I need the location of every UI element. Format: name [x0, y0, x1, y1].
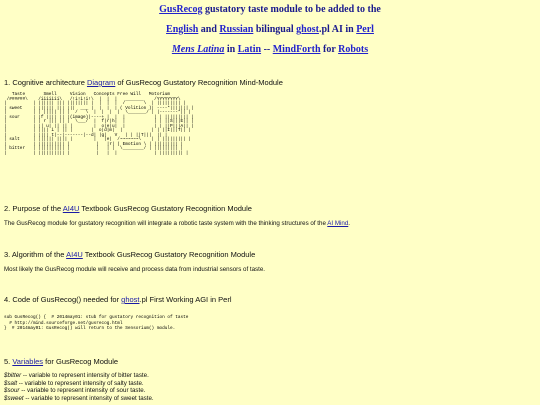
variable-name: $sour — [4, 387, 20, 395]
bilingual-text: bilingual — [253, 24, 297, 35]
variables-link[interactable]: Variables — [12, 357, 44, 366]
section-5-prefix: 5. — [4, 357, 13, 366]
section-2-prefix: 2. Purpose of the — [4, 204, 63, 213]
ai4u-link-1[interactable]: AI4U — [62, 204, 80, 213]
variable-name: $bitter — [4, 372, 22, 379]
robots-link[interactable]: Robots — [338, 44, 369, 55]
list-item — [4, 395, 154, 403]
section-1-prefix: 1. Cognitive architecture — [4, 78, 87, 87]
header-line-2 — [0, 24, 540, 35]
variable-name: $salt — [4, 379, 18, 387]
in-text: in — [224, 44, 238, 55]
header-line-1 — [0, 4, 540, 15]
section-1-suffix: of GusRecog Gustatory Recognition Mind-Module — [115, 78, 283, 87]
section-5-suffix: for GusRecog Module — [43, 357, 119, 366]
section-4-heading — [4, 295, 232, 304]
algorithm-paragraph: Most likely the GusRecog module will receive and process data from industrial sensors of taste. — [4, 266, 266, 273]
variable-desc: -- variable to represent intensity of sweet taste. — [23, 394, 154, 402]
and-text: and — [198, 24, 220, 35]
section-3-prefix: 3. Algorithm of the — [4, 250, 67, 259]
section-4-prefix: 4. Code of GusRecog() needed for — [4, 295, 122, 304]
section-4-suffix: .pl First Working AGI in Perl — [139, 295, 232, 304]
list-item — [4, 372, 154, 380]
section-2-suffix: Textbook GusRecog Gustatory Recognition Module — [79, 204, 252, 213]
code-block: sub GusRecog() { # 2014may01: stub for gustatory recognition of taste # http://mind.sourceforge.net/gusrecog.html } # 2014may01: GusRecog() will return to the Sensorium() module. — [4, 315, 189, 332]
purpose-text: The GusRecog module for gustatory recognition will integrate a robotic taste system with the thinking structures of the — [4, 220, 328, 227]
purpose-end: . — [348, 220, 351, 227]
dash-text: -- — [261, 44, 273, 55]
ai4u-link-2[interactable]: AI4U — [66, 250, 83, 259]
variables-list — [4, 372, 154, 402]
section-3-suffix: Textbook GusRecog Gustatory Recognition Module — [82, 250, 256, 259]
ghost-link-2[interactable]: ghost — [121, 295, 140, 304]
mens-latina-link[interactable] — [172, 44, 225, 55]
variable-desc: -- variable to represent intensity of sour taste. — [19, 387, 146, 395]
variable-desc: -- variable to represent intensity of bitter taste. — [21, 372, 149, 379]
variable-desc: -- variable to represent intensity of salty taste. — [17, 379, 144, 387]
list-item — [4, 387, 154, 395]
mens-latina-label: Mens Latina — [171, 44, 225, 55]
russian-link[interactable]: Russian — [219, 24, 254, 35]
section-2-heading — [4, 204, 252, 213]
ai-mind-link[interactable]: AI Mind — [327, 220, 349, 227]
mindforth-link[interactable]: MindForth — [272, 44, 321, 55]
header-line-1-text: gustatory taste module to be added to the — [202, 4, 381, 15]
ai-in-text: .pl AI in — [318, 24, 357, 35]
purpose-paragraph — [4, 220, 534, 227]
header-line-3 — [0, 44, 540, 55]
english-link[interactable]: English — [166, 24, 199, 35]
latin-link[interactable]: Latin — [237, 44, 262, 55]
ghost-link[interactable]: ghost — [296, 24, 319, 35]
for-text: for — [320, 44, 339, 55]
section-1-heading — [4, 78, 283, 87]
architecture-diagram: Taste Smell Vision Concepts Free Will Motorium /######\ /iiiiiii\ /!i!i!i!\ | | | _______ /YYYYYYYY\ | | |||||| ||| |||||||| | | | | / \ | ||||||||| | | sweet | |||||| ||| ||| ___ | | | | ( Volition )| ----*||||||| | | | | ||||| || | / \ | | | | \_______/ | |-------*|| | | sour | |f |||| || |(image)|----+ | | | | | ||||||||| | | | | r ||| || | \___/ | f|r|h| | | | ||S|||E|| | | | || u| || || | | o|e|u| | | | ||P|||A|| | | | |||| i | || | | o|d|m| | | | ||I|||T|| | | | |||| t|--|-------|--d| |g| V | | ||T||| || | | salt | |||||| |||| | | |e| /~~~~~~~\ | | ||||||||| | | | |||||||||| | | |r| ( Emotion \ | ||||||||| | | bitter | |||||||||| | | | | \________/ | ||||||||| | | | |||||||||| | | | | | ||||||||| | — [4, 92, 194, 156]
variable-name: $sweet — [4, 394, 24, 402]
diagram-link[interactable]: Diagram — [86, 78, 116, 87]
list-item — [4, 380, 154, 388]
gusrecog-link[interactable]: GusRecog — [159, 4, 203, 15]
section-3-heading — [4, 250, 255, 259]
section-5-heading — [4, 357, 118, 366]
perl-link[interactable]: Perl — [356, 24, 374, 35]
